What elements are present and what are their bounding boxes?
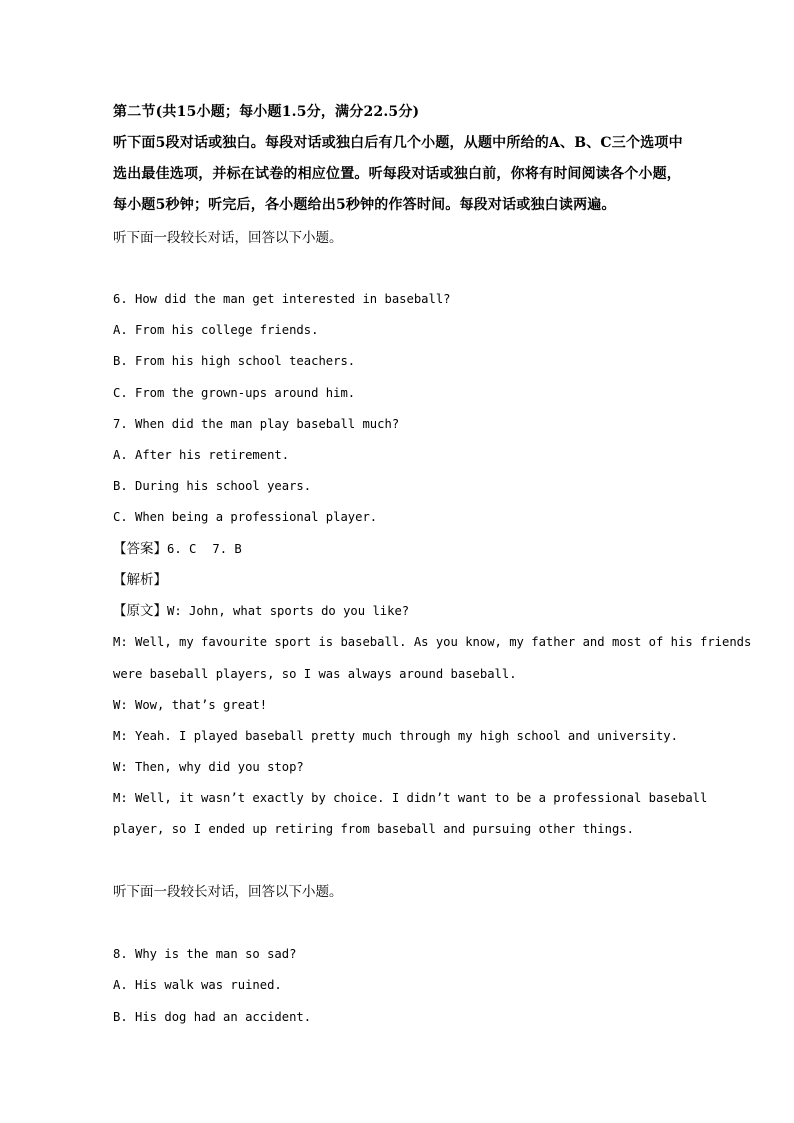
transcript-line: M: Well, my favourite sport is baseball. As you know, my father and most of his friends: [113, 635, 752, 649]
transcript-line: M: Yeah. I played baseball pretty much through my high school and university.: [113, 729, 678, 743]
part-intro: 听下面一段较长对话，回答以下小题。: [113, 230, 343, 246]
transcript-line: M: Well, it wasn’t exactly by choice. I didn’t want to be a professional baseball: [113, 791, 708, 805]
transcript-line: W: Then, why did you stop?: [113, 760, 304, 774]
analysis-label: 【解析】: [113, 572, 167, 588]
option-7b: B. During his school years.: [113, 479, 312, 493]
option-6a: A. From his college friends.: [113, 323, 319, 337]
answer-label: 【答案】: [113, 541, 167, 557]
question-6: 6. How did the man get interested in baseball?: [113, 292, 451, 306]
option-7a: A. After his retirement.: [113, 448, 290, 462]
option-8a: A. His walk was ruined.: [113, 978, 282, 992]
answer-q6: 6. C: [167, 542, 197, 556]
transcript-line: W: Wow, that’s great!: [113, 698, 268, 712]
instruction-line: 听下面5段对话或独白。每段对话或独白后有几个小题，从题中所给的A、B、C三个选项中: [113, 135, 683, 151]
question-8: 8. Why is the man so sad?: [113, 947, 297, 961]
option-6c: C. From the grown-ups around him.: [113, 386, 356, 400]
instruction-line: 每小题5秒钟；听完后，各小题给出5秒钟的作答时间。每段对话或独白读两遍。: [113, 197, 616, 213]
part-intro: 听下面一段较长对话，回答以下小题。: [113, 884, 343, 900]
question-7: 7. When did the man play baseball much?: [113, 417, 400, 431]
transcript-line: [113, 602, 409, 621]
transcript-text: W: John, what sports do you like?: [167, 604, 410, 618]
transcript-label: 【原文】: [113, 603, 167, 619]
option-8b: B. His dog had an accident.: [113, 1010, 312, 1024]
answer-line: [113, 540, 242, 559]
transcript-line: were baseball players, so I was always around baseball.: [113, 667, 517, 681]
option-6b: B. From his high school teachers.: [113, 354, 356, 368]
instruction-line: 选出最佳选项，并标在试卷的相应位置。听每段对话或独白前，你将有时间阅读各个小题，: [113, 166, 681, 182]
section-heading: 第二节(共15小题；每小题1.5分，满分22.5分): [113, 104, 420, 120]
answer-q7: 7. B: [212, 542, 242, 556]
option-7c: C. When being a professional player.: [113, 510, 378, 524]
transcript-line: player, so I ended up retiring from baseball and pursuing other things.: [113, 822, 634, 836]
